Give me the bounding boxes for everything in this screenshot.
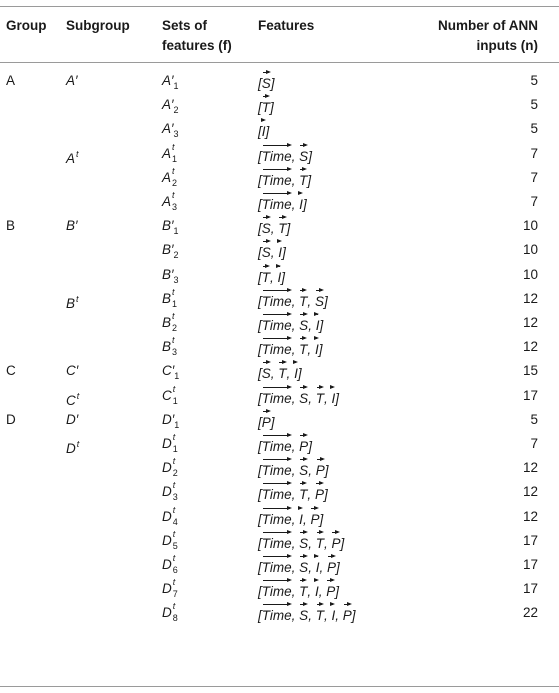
feature-vector: I [331, 384, 335, 411]
feature-vector: I [315, 335, 319, 362]
vector-arrow-icon [316, 554, 320, 560]
feature-vector: T [299, 335, 307, 362]
feature-vector: Time [262, 432, 292, 459]
set-cell: D t 7 [162, 577, 178, 600]
feature-vector: T [299, 577, 307, 604]
group-cell: A [6, 73, 16, 88]
features-cell: [ Time, S, I] [258, 311, 323, 338]
subgroup-cell: At [66, 148, 79, 166]
table-row [0, 311, 559, 335]
set-cell: B′2 [162, 242, 179, 261]
set-cell: A t 1 [162, 141, 178, 164]
subgroup-cell: B′ [66, 218, 78, 234]
table-row [0, 384, 559, 408]
table-row [0, 142, 559, 166]
feature-vector: Time [262, 335, 292, 362]
feature-vector: S [299, 456, 308, 483]
inputs-count-cell: 12 [522, 290, 538, 306]
vector-arrow-icon [262, 336, 292, 342]
feature-vector: Time [262, 142, 292, 169]
vector-arrow-icon [262, 191, 292, 197]
vector-arrow-icon [262, 360, 271, 366]
vector-arrow-icon [315, 288, 324, 294]
group-cell: C [6, 363, 16, 379]
table-row [0, 190, 559, 214]
feature-vector: P [331, 529, 340, 556]
inputs-count-cell: 5 [530, 411, 538, 427]
vector-arrow-icon [278, 215, 286, 221]
features-cell: [ T] [258, 93, 274, 120]
feature-vector: Time [262, 166, 292, 193]
set-cell: B′3 [162, 266, 179, 285]
set-cell: D t 5 [162, 528, 178, 551]
table-row [0, 456, 559, 480]
vector-arrow-icon [299, 385, 308, 391]
set-cell: D t 3 [162, 480, 178, 503]
vector-arrow-icon [278, 360, 286, 366]
vector-arrow-icon [315, 481, 324, 487]
features-cell: [ T, I] [258, 263, 285, 290]
feature-vector: S [315, 287, 324, 314]
top-rule [0, 6, 559, 7]
feature-vector: S [262, 214, 271, 241]
vector-arrow-icon [299, 530, 308, 536]
features-cell: [ Time, S, P] [258, 456, 328, 483]
vector-arrow-icon [299, 167, 307, 173]
vector-arrow-icon [299, 312, 308, 318]
table-row [0, 166, 559, 190]
vector-arrow-icon [262, 554, 292, 560]
features-cell: [ Time, T, I, P] [258, 577, 339, 604]
feature-vector: S [299, 601, 308, 628]
vector-arrow-icon [299, 191, 303, 197]
feature-vector: P [343, 601, 352, 628]
group-cell: B [6, 218, 16, 234]
vector-arrow-icon [299, 506, 303, 512]
set-cell: D t 1 [162, 432, 178, 454]
inputs-count-cell: 10 [522, 266, 538, 282]
feature-vector: S [299, 384, 308, 411]
vector-arrow-icon [262, 118, 266, 124]
inputs-count-cell: 7 [530, 194, 538, 209]
vector-arrow-icon [316, 530, 324, 536]
features-cell: [ Time, T, P] [258, 480, 328, 507]
feature-vector: I [331, 601, 335, 628]
vector-arrow-icon [316, 602, 324, 608]
features-cell: [ Time, S, T, P] [258, 529, 344, 556]
set-cell: D t 6 [162, 553, 178, 575]
vector-arrow-icon [262, 70, 271, 76]
set-cell: B′1 [162, 218, 179, 237]
table-row [0, 601, 559, 625]
header-n-line2: inputs (n) [476, 38, 538, 53]
inputs-count-cell: 12 [522, 315, 538, 330]
set-cell: D t 2 [162, 456, 178, 479]
header-n [438, 16, 538, 56]
subgroup-cell: Dt [66, 439, 80, 456]
table-row [0, 408, 559, 432]
vector-arrow-icon [315, 336, 319, 342]
table-row [0, 432, 559, 456]
subgroup-cell: Ct [66, 390, 80, 408]
table-row [0, 505, 559, 529]
feature-vector: T [299, 166, 307, 193]
table-row [0, 214, 559, 238]
vector-arrow-icon [331, 385, 335, 391]
feature-vector: I [294, 359, 298, 386]
header-rule [0, 62, 559, 63]
subgroup-cell: C′ [66, 363, 79, 379]
feature-vector: S [262, 359, 271, 386]
vector-arrow-icon [262, 530, 292, 536]
features-cell: [ Time, T, I] [258, 335, 322, 362]
inputs-count-cell: 12 [522, 339, 538, 355]
inputs-count-cell: 7 [530, 436, 538, 451]
table-row [0, 238, 559, 262]
header-group: Group [6, 18, 47, 33]
feature-vector: Time [262, 384, 292, 411]
table-row [0, 335, 559, 359]
set-cell: B t 1 [162, 286, 178, 309]
vector-arrow-icon [262, 215, 271, 221]
set-cell: A t 3 [162, 190, 178, 212]
inputs-count-cell: 5 [530, 97, 538, 113]
features-cell: [ Time, S] [258, 142, 312, 169]
vector-arrow-icon [262, 312, 292, 318]
header-subgroup: Subgroup [66, 18, 130, 33]
inputs-count-cell: 12 [522, 508, 538, 524]
header-sets-line2: features (f) [162, 38, 232, 53]
table-row [0, 529, 559, 553]
vector-arrow-icon [262, 239, 271, 245]
table-row [0, 577, 559, 601]
feature-vector: T [299, 480, 307, 507]
table-row [0, 117, 559, 141]
vector-arrow-icon [262, 264, 270, 270]
features-cell: [ S, T, I] [258, 359, 302, 386]
table-row [0, 69, 559, 93]
feature-vector: T [278, 214, 286, 241]
vector-arrow-icon [315, 578, 319, 584]
feature-vector: I [262, 117, 266, 144]
set-cell: D t 8 [162, 601, 178, 624]
vector-arrow-icon [262, 288, 292, 294]
vector-arrow-icon [262, 481, 292, 487]
feature-vector: Time [262, 456, 292, 483]
feature-vector: I [278, 238, 282, 265]
features-cell: [ I] [258, 117, 269, 144]
inputs-count-cell: 15 [522, 363, 538, 379]
header-sets-line1: Sets of [162, 18, 208, 33]
feature-vector: I [316, 311, 320, 338]
feature-vector: S [299, 529, 308, 556]
feature-vector: S [262, 69, 271, 96]
feature-vector: T [262, 263, 270, 290]
vector-arrow-icon [262, 433, 292, 439]
feature-vector: Time [262, 529, 292, 556]
set-cell: C t 1 [162, 383, 178, 406]
feature-vector: T [316, 601, 324, 628]
feature-vector: I [299, 505, 303, 532]
features-cell: [ Time, I] [258, 190, 307, 217]
feature-vector: T [262, 93, 270, 120]
vector-arrow-icon [278, 239, 282, 245]
table-row [0, 480, 559, 504]
features-cell: [ Time, P] [258, 432, 312, 459]
vector-arrow-icon [299, 578, 307, 584]
vector-arrow-icon [326, 578, 335, 584]
feature-vector: P [315, 480, 324, 507]
vector-arrow-icon [299, 554, 308, 560]
vector-arrow-icon [310, 506, 319, 512]
inputs-count-cell: 17 [522, 581, 538, 597]
vector-arrow-icon [316, 457, 325, 463]
vector-arrow-icon [262, 143, 292, 149]
group-cell: D [6, 411, 16, 427]
feature-vector: T [278, 359, 286, 386]
vector-arrow-icon [343, 602, 352, 608]
feature-vector: P [299, 432, 308, 459]
inputs-count-cell: 5 [530, 73, 538, 88]
inputs-count-cell: 7 [530, 145, 538, 161]
inputs-count-cell: 17 [522, 387, 538, 403]
features-cell: [ S, I] [258, 238, 286, 265]
vector-arrow-icon [316, 385, 324, 391]
table-row [0, 263, 559, 287]
features-cell: [ Time, S, I, P] [258, 553, 340, 580]
header-sets [162, 16, 232, 56]
feature-vector: Time [262, 553, 292, 580]
vector-arrow-icon [331, 530, 340, 536]
set-cell: A t 2 [162, 165, 178, 188]
vector-arrow-icon [278, 264, 282, 270]
feature-vector: P [310, 505, 319, 532]
feature-vector: Time [262, 311, 292, 338]
vector-arrow-icon [262, 94, 270, 100]
feature-vector: I [299, 190, 303, 217]
set-cell: A′3 [162, 121, 179, 140]
table-row [0, 553, 559, 577]
set-cell: C′1 [162, 363, 180, 382]
vector-arrow-icon [299, 288, 307, 294]
vector-arrow-icon [262, 385, 292, 391]
feature-vector: T [316, 384, 324, 411]
header-features: Features [258, 18, 315, 33]
vector-arrow-icon [316, 312, 320, 318]
feature-vector: I [316, 553, 320, 580]
feature-vector: Time [262, 601, 292, 628]
table-row [0, 359, 559, 383]
vector-arrow-icon [299, 481, 307, 487]
vector-arrow-icon [262, 602, 292, 608]
features-cell: [ Time, T] [258, 166, 311, 193]
feature-vector: I [278, 263, 282, 290]
feature-vector: T [316, 529, 324, 556]
feature-vector: P [262, 408, 271, 435]
inputs-count-cell: 10 [522, 242, 538, 258]
vector-arrow-icon [331, 602, 335, 608]
feature-vector: S [262, 238, 271, 265]
feature-vector: P [316, 456, 325, 483]
set-cell: D′1 [162, 411, 180, 430]
feature-vector: Time [262, 577, 292, 604]
set-cell: B t 2 [162, 311, 178, 333]
vector-arrow-icon [262, 167, 292, 173]
vector-arrow-icon [299, 143, 308, 149]
inputs-count-cell: 10 [522, 218, 538, 234]
feature-vector: S [299, 311, 308, 338]
set-cell: A′2 [162, 97, 179, 116]
features-cell: [ Time, S, T, I, P] [258, 601, 356, 628]
vector-arrow-icon [294, 360, 298, 366]
feature-vector: S [299, 142, 308, 169]
feature-vector: Time [262, 505, 292, 532]
features-cell: [ Time, T, S] [258, 287, 328, 314]
inputs-count-cell: 7 [530, 169, 538, 185]
feature-vector: P [326, 577, 335, 604]
vector-arrow-icon [299, 602, 308, 608]
inputs-count-cell: 12 [522, 484, 538, 500]
vector-arrow-icon [262, 506, 292, 512]
inputs-count-cell: 17 [522, 532, 538, 548]
set-cell: D t 4 [162, 504, 178, 527]
feature-vector: I [315, 577, 319, 604]
inputs-count-cell: 22 [522, 605, 538, 621]
subgroup-cell: D′ [66, 411, 79, 427]
inputs-count-cell: 12 [522, 460, 538, 476]
vector-arrow-icon [299, 457, 308, 463]
features-cell: [ S, T] [258, 214, 290, 241]
subgroup-cell: Bt [66, 293, 79, 311]
features-cell: [ P] [258, 408, 275, 435]
vector-arrow-icon [299, 433, 308, 439]
header-n-line1: Number of ANN [438, 18, 538, 33]
vector-arrow-icon [299, 336, 307, 342]
vector-arrow-icon [327, 554, 336, 560]
inputs-count-cell: 5 [530, 121, 538, 137]
vector-arrow-icon [262, 457, 292, 463]
vector-arrow-icon [262, 578, 292, 584]
feature-vector: Time [262, 480, 292, 507]
feature-vector: S [299, 553, 308, 580]
set-cell: B t 3 [162, 335, 178, 358]
subgroup-cell: A′ [66, 73, 78, 88]
features-cell: [ Time, I, P] [258, 505, 323, 532]
bottom-rule [0, 686, 559, 687]
inputs-count-cell: 17 [522, 557, 538, 572]
feature-vector: T [299, 287, 307, 314]
table-row [0, 287, 559, 311]
feature-vector: Time [262, 287, 292, 314]
set-cell: A′1 [162, 73, 179, 91]
features-cell: [ Time, S, T, I] [258, 384, 339, 411]
feature-vector: P [327, 553, 336, 580]
features-cell: [ S] [258, 69, 275, 96]
feature-vector: Time [262, 190, 292, 217]
vector-arrow-icon [262, 409, 271, 415]
table-row [0, 93, 559, 117]
